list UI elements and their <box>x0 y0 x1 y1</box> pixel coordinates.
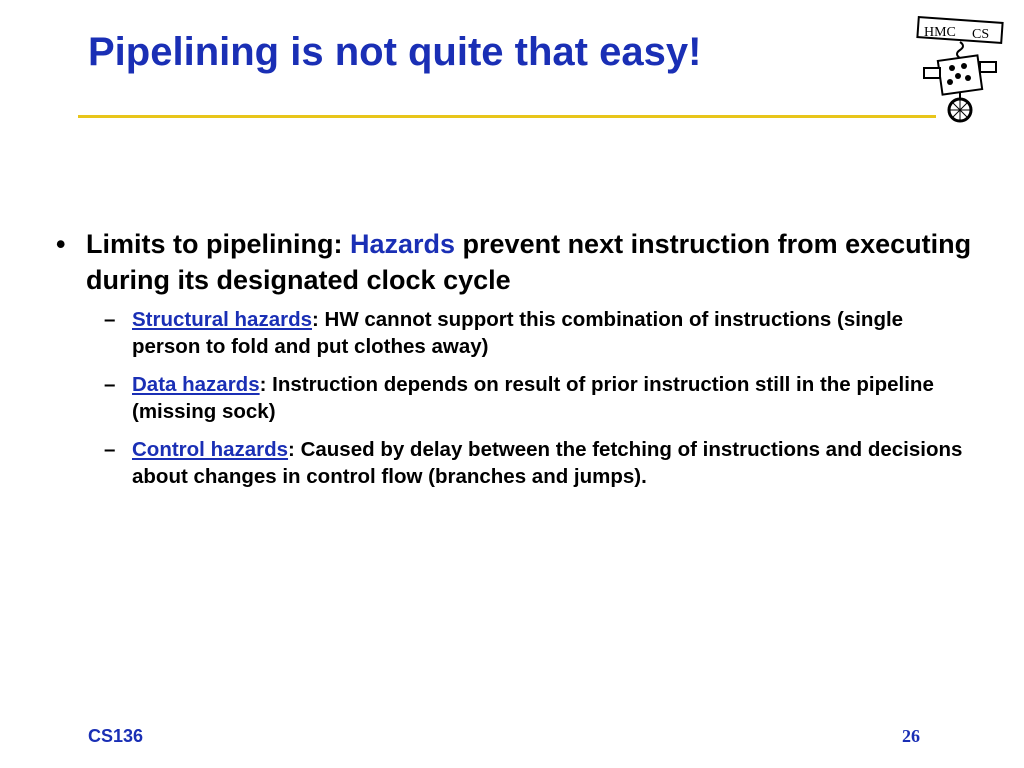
main-bullet-prefix: Limits to pipelining: <box>86 229 350 259</box>
slide-title: Pipelining is not quite that easy! <box>88 30 702 74</box>
structural-hazards-text: : HW cannot support this combination of instructions (single person to fold and put clothes away) <box>132 308 904 358</box>
footer-page-number: 26 <box>902 726 920 746</box>
title-divider <box>78 115 936 118</box>
control-hazards-link[interactable]: Control hazards <box>132 438 289 461</box>
robot-unicycle-logo-icon <box>912 14 1008 126</box>
data-hazards-text: : Instruction depends on result of prior instruction still in the pipeline (missing sock) <box>132 373 934 423</box>
main-bullet-suffix: prevent next instruction from executing during its designated clock cycle <box>86 229 972 295</box>
dash-symbol: – <box>104 308 116 331</box>
main-bullet <box>56 226 976 298</box>
logo-text-right: CS <box>972 27 990 42</box>
hazards-keyword: Hazards <box>349 229 456 259</box>
dash-symbol: – <box>104 438 116 461</box>
data-hazards-link[interactable]: Data hazards <box>132 373 260 396</box>
bullet-symbol: • <box>56 229 66 259</box>
sub-bullet-structural <box>104 306 976 360</box>
sub-bullet-list <box>104 306 976 490</box>
sub-bullet-data <box>104 371 976 425</box>
structural-hazards-link[interactable]: Structural hazards <box>132 308 312 331</box>
dash-symbol: – <box>104 373 116 396</box>
sub-bullet-control <box>104 436 976 490</box>
footer-course: CS136 <box>88 726 144 746</box>
control-hazards-text: : Caused by delay between the fetching of instructions and decisions about changes in control flow (branches and jumps). <box>132 438 963 488</box>
slide-content <box>56 226 976 501</box>
main-bullet-text <box>86 226 976 298</box>
logo-text-left: HMC <box>924 25 956 40</box>
